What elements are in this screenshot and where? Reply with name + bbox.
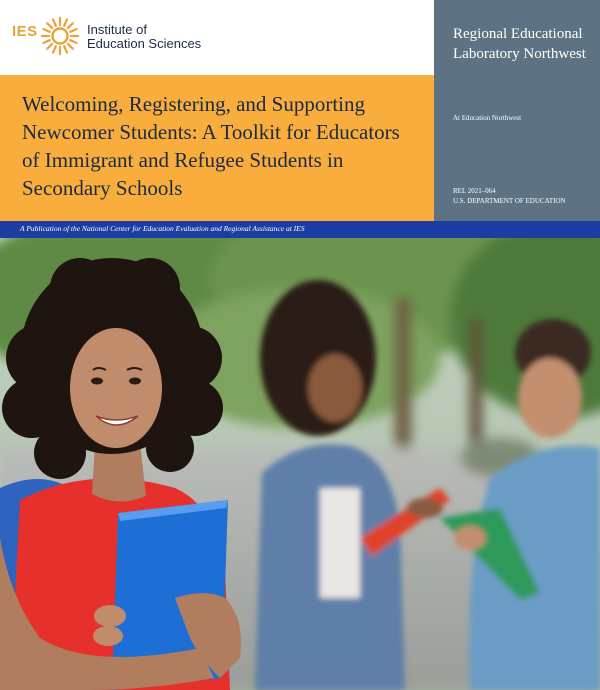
ies-name-line1: Institute of [87, 22, 147, 37]
publication-note: A Publication of the National Center for Education Evaluation and Regional Assistance at IES [20, 224, 305, 233]
cover-photo-illustration [0, 238, 600, 690]
ies-abbreviation: IES [12, 23, 38, 40]
ies-logo [0, 0, 434, 75]
report-number: REL 2021–064 [453, 187, 496, 195]
department-name: U.S. DEPARTMENT OF EDUCATION [453, 197, 566, 205]
cover-photo [0, 238, 600, 690]
sun-icon [40, 16, 80, 56]
rel-subtitle: At Education Northwest [453, 114, 522, 122]
rel-box [434, 0, 600, 221]
ies-name [87, 23, 201, 51]
document-title: Welcoming, Registering, and Supporting Newcomer Students: A Toolkit for Educators of Immigrant and Refugee Students in Secondary Schools [22, 92, 400, 200]
rel-name: Regional Educational Laboratory Northwest [453, 26, 586, 62]
publication-bar [0, 221, 600, 238]
title-box [0, 75, 434, 221]
ies-name-line2: Education Sciences [87, 36, 202, 51]
